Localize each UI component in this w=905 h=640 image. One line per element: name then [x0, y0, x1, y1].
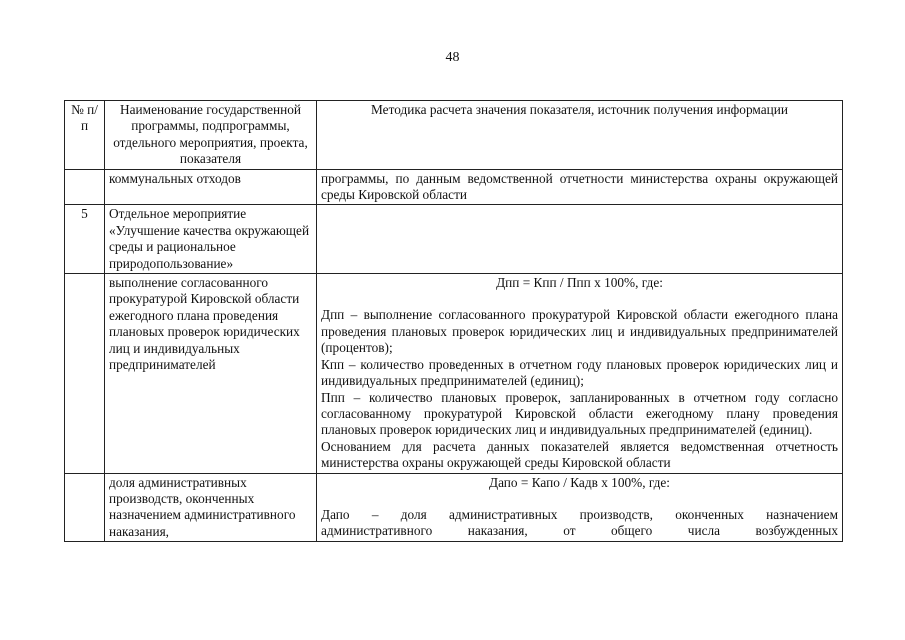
header-number: № п/п [65, 101, 105, 170]
table-row [65, 205, 843, 274]
row-name: выполнение согласованного прокуратурой Кировской области ежегодного плана проведения плановых проверок юридических лиц и индивидуальных предпринимателей [105, 274, 317, 473]
row-name: коммунальных отходов [105, 169, 317, 205]
source-paragraph: Основанием для расчета данных показателей является ведомственная отчетность министерства охраны окружающей среды Кировской области [321, 438, 838, 471]
header-method: Методика расчета значения показателя, источник получения информации [317, 101, 843, 170]
formula: Дпп = Кпп / Ппп х 100%, где: [496, 275, 663, 291]
definition-paragraph: Кпп – количество проведенных в отчетном году плановых проверок юридических лиц и индивидуальных предпринимателей (единиц); [321, 356, 838, 389]
row-number [65, 169, 105, 205]
page-number: 48 [445, 50, 460, 65]
definition-paragraph: Дапо – доля административных производств, оконченных назначением административного наказания, от общего числа возбужденных [321, 506, 838, 539]
row-method [317, 205, 843, 274]
row-method [317, 473, 843, 542]
table-row [65, 473, 843, 542]
row-method [317, 274, 843, 473]
row-name: доля административных производств, оконченных назначением административного наказания, [105, 473, 317, 542]
definition-paragraph: Ппп – количество плановых проверок, запланированных в отчетном году согласно согласованному прокуратурой Кировской области ежегодному плану проведения плановых проверок юридических лиц и индивидуальных предпринимателей (единиц). [321, 389, 838, 438]
header-name: Наименование государственной программы, подпрограммы, отдельного мероприятия, проекта, показателя [105, 101, 317, 170]
formula: Дапо = Капо / Кадв х 100%, где: [489, 474, 670, 490]
definition-paragraph: Дпп – выполнение согласованного прокуратурой Кировской области ежегодного плана проведения плановых проверок юридических лиц и индивидуальных предпринимателей (процентов); [321, 307, 838, 356]
row-number [65, 274, 105, 473]
row-number [65, 473, 105, 542]
indicator-methodology-table [64, 100, 843, 542]
row-method: программы, по данным ведомственной отчетности министерства охраны окружающей среды Кировской области [317, 169, 843, 205]
row-number: 5 [65, 205, 105, 274]
table-row [65, 169, 843, 205]
table-header-row [65, 101, 843, 170]
row-name: Отдельное мероприятие «Улучшение качества окружающей среды и рациональное природопользование» [105, 205, 317, 274]
table-row [65, 274, 843, 473]
